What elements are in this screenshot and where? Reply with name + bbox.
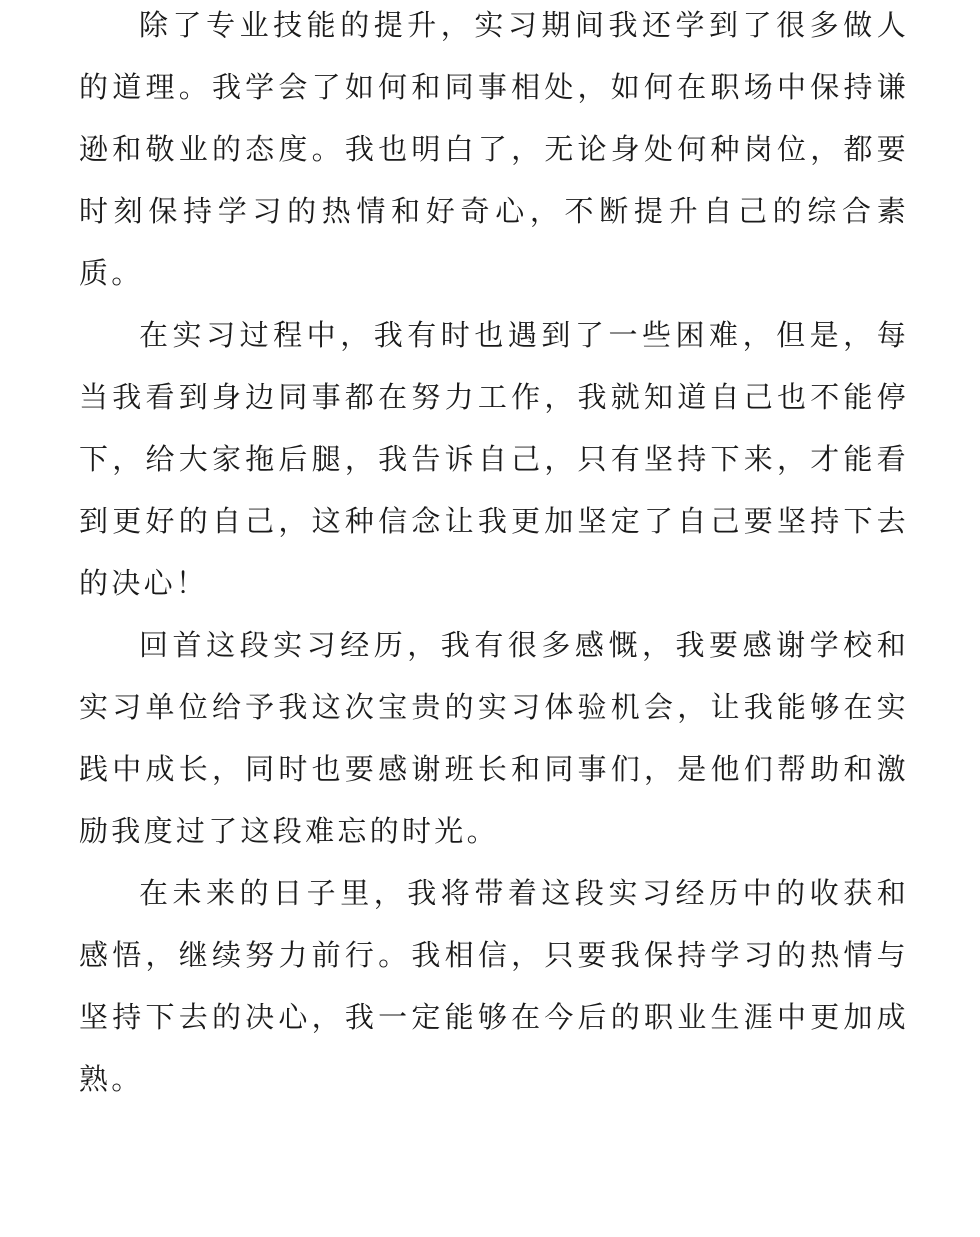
document-body <box>79 0 909 1110</box>
paragraph-gratitude: 回首这段实习经历，我有很多感慨，我要感谢学校和实习单位给予我这次宝贵的实习体验机会，让我能够在实践中成长，同时也要感谢班长和同事们，是他们帮助和激励我度过了这段难忘的时光。 <box>79 628 909 848</box>
paragraph-future: 在未来的日子里，我将带着这段实习经历中的收获和感悟，继续努力前行。我相信，只要我保持学习的热情与坚持下去的决心，我一定能够在今后的职业生涯中更加成熟。 <box>79 876 909 1096</box>
paragraph-skills-and-character: 除了专业技能的提升，实习期间我还学到了很多做人的道理。我学会了如何和同事相处，如何在职场中保持谦逊和敬业的态度。我也明白了，无论身处何种岗位，都要时刻保持学习的热情和好奇心，不断提升自己的综合素质。 <box>79 8 909 290</box>
paragraph-difficulties: 在实习过程中，我有时也遇到了一些困难，但是，每当我看到身边同事都在努力工作，我就知道自己也不能停下，给大家拖后腿，我告诉自己，只有坚持下来，才能看到更好的自己，这种信念让我更加坚定了自己要坚持下去的决心！ <box>79 318 909 600</box>
